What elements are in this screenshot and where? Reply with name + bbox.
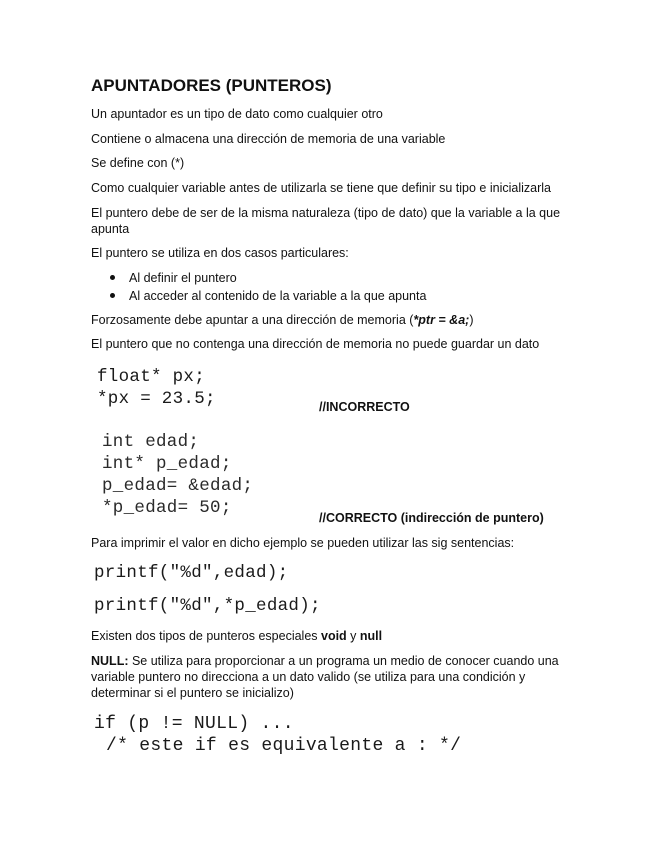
code-line: *p_edad= 50;	[102, 498, 232, 518]
code-line: printf("%d",edad);	[94, 563, 289, 583]
correct-note: //CORRECTO (indirección de puntero)	[319, 511, 544, 525]
must-point-text: Forzosamente debe apuntar a una dirección de memoria (	[91, 313, 414, 327]
must-point-close: )	[469, 313, 474, 327]
paragraph-must-point	[91, 312, 474, 328]
code-line: float* px;	[97, 367, 206, 387]
paragraph-two-cases: El puntero se utiliza en dos casos particulares:	[91, 246, 349, 260]
code-line: p_edad= &edad;	[102, 476, 254, 496]
code-line: int edad;	[102, 432, 200, 452]
paragraph-cannot-store: El puntero que no contenga una dirección de memoria no puede guardar un dato	[91, 337, 540, 351]
ptr-assignment-code: *ptr = &a;	[413, 313, 470, 327]
paragraph-null-definition	[91, 653, 571, 701]
paragraph-initialize: Como cualquier variable antes de utilizarla se tiene que definir su tipo e inicializarla	[91, 181, 551, 195]
code-line: int* p_edad;	[102, 454, 232, 474]
cases-list	[110, 269, 426, 305]
paragraph-defined-with: Se define con (*)	[91, 156, 185, 170]
null-definition-text: Se utiliza para proporcionar a un programa un medio de conocer cuando una variable puntero no direcciona a un dato valido (se utiliza para una condición y determinar si el puntero se inicializo)	[91, 654, 559, 700]
page-title: APUNTADORES (PUNTEROS)	[91, 76, 332, 95]
code-line: *px = 23.5;	[97, 389, 216, 409]
code-line: /* este if es equivalente a : */	[106, 736, 462, 756]
special-types-text: Existen dos tipos de punteros especiales	[91, 629, 321, 643]
void-keyword: void	[321, 629, 347, 643]
code-line: printf("%d",*p_edad);	[94, 596, 321, 616]
paragraph-contains: Contiene o almacena una dirección de memoria de una variable	[91, 132, 446, 146]
list-item: Al acceder al contenido de la variable a la que apunta	[110, 287, 426, 305]
code-line: if (p != NULL) ...	[94, 714, 294, 734]
null-label: NULL:	[91, 654, 129, 668]
and-text: y	[346, 629, 360, 643]
list-item: Al definir el puntero	[110, 269, 426, 287]
paragraph-definition: Un apuntador es un tipo de dato como cualquier otro	[91, 107, 383, 121]
paragraph-special-types	[91, 628, 382, 644]
null-keyword: null	[359, 629, 383, 643]
paragraph-same-type: El puntero debe de ser de la misma naturaleza (tipo de dato) que la variable a la que apunta	[91, 206, 561, 236]
paragraph-print: Para imprimir el valor en dicho ejemplo se pueden utilizar las sig sentencias:	[91, 536, 515, 550]
incorrect-note: //INCORRECTO	[319, 400, 410, 414]
